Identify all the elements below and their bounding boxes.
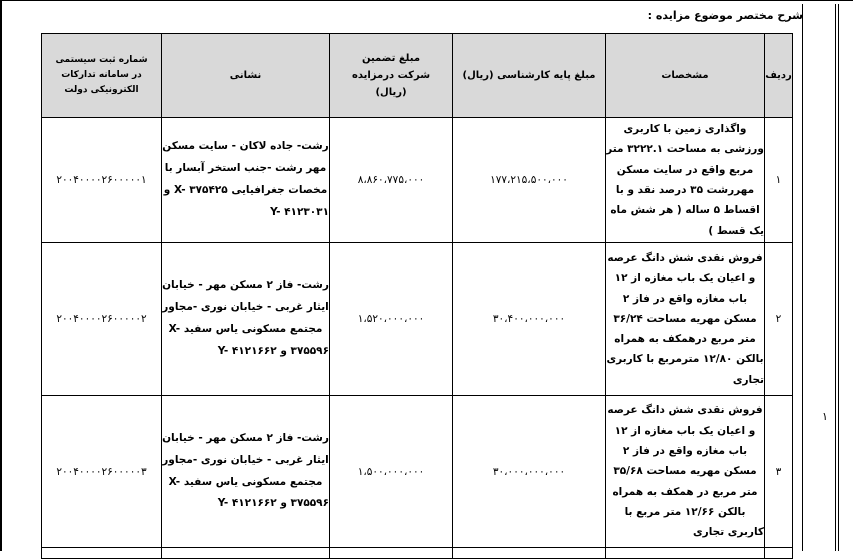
group-number: ۱: [822, 410, 828, 423]
col-header-address: نشانی: [162, 34, 330, 118]
specs-cell: واگذاری زمین با کاربری ورزشی به مساحت ۳۲۲۲.۱ متر مربع واقع در سایت مسکن مهررشت ۳۵ درصد نقد و با اقساط ۵ ساله ( هر شش ماه یک قسط ): [606, 118, 765, 243]
auction-table: [41, 33, 793, 559]
specs-cell: فروش نقدی شش دانگ عرصه و اعیان یک باب مغازه از ۱۲ باب مغازه واقع در فاز ۲ مسکن مهریه مساحت ۳۵/۶۸ متر مربع در همکف به همراه بالکن ۱۲/۶۶ متر مربع با کاربری تجاری: [606, 396, 765, 548]
col-header-guarantee: مبلغ تضمین شرکت درمزایده (ریال): [330, 34, 453, 118]
table-row: [42, 396, 793, 548]
table-row: [42, 243, 793, 396]
specs-cell: فروش نقدی شش دانگ عرصه و اعیان یک باب مغازه از ۱۲ باب مغازه واقع در فاز ۲ مسکن مهریه مساحت ۳۶/۲۴ متر مربع درهمکف به همراه بالکن ۱۲/۸۰ مترمربع با کاربری تجاری: [606, 243, 765, 396]
row-number-cell: ۳: [765, 396, 793, 548]
base-price-cell: ۳۰،۰۰۰،۰۰۰،۰۰۰: [453, 396, 606, 548]
outer-index-column: [802, 4, 836, 551]
outer-margin-column: [838, 4, 853, 551]
guarantee-cell: ۱،۵۲۰،۰۰۰،۰۰۰: [330, 243, 453, 396]
col-header-system-id: شماره ثبت سیستمی در سامانه تدارکات الکترونیکی دولت: [42, 34, 162, 118]
guarantee-cell: ۱،۵۰۰،۰۰۰،۰۰۰: [330, 396, 453, 548]
base-price-cell: ۱۷۷،۲۱۵،۵۰۰،۰۰۰: [453, 118, 606, 243]
section-heading: شرح مختصر موضوع مزایده :: [647, 9, 803, 22]
row-number-cell: ۲: [765, 243, 793, 396]
system-id-cell: ۲۰۰۴۰۰۰۰۲۶۰۰۰۰۰۱: [42, 118, 162, 243]
col-header-row: ردیف: [765, 34, 793, 118]
system-id-cell: ۲۰۰۴۰۰۰۰۲۶۰۰۰۰۰۳: [42, 396, 162, 548]
col-header-specs: مشخصات: [606, 34, 765, 118]
table-header-row: [42, 34, 793, 118]
base-price-cell: ۳۰،۴۰۰،۰۰۰،۰۰۰: [453, 243, 606, 396]
address-cell: رشت- فاز ۲ مسکن مهر - خیابان ایثار غربی - خیابان نوری -مجاور مجتمع مسکونی یاس سفید X- ۳۷۵۵۹۶ و Y- ۴۱۲۱۶۶۲: [162, 243, 330, 396]
guarantee-cell: ۸،۸۶۰،۷۷۵،۰۰۰: [330, 118, 453, 243]
address-cell: رشت- جاده لاکان - سایت مسکن مهر رشت -جنب استخر آبسار با مخصات جغرافیایی X- ۳۷۵۴۲۵ و Y- ۴۱۲۳۰۳۱: [162, 118, 330, 243]
row-number-cell: ۱: [765, 118, 793, 243]
address-cell: رشت- فاز ۲ مسکن مهر - خیابان ایثار غربی - خیابان نوری -مجاور مجتمع مسکونی یاس سفید X- ۳۷۵۵۹۶ و Y- ۴۱۲۱۶۶۲: [162, 396, 330, 548]
system-id-cell: ۲۰۰۴۰۰۰۰۲۶۰۰۰۰۰۲: [42, 243, 162, 396]
table-row-cut-off: [42, 548, 793, 559]
col-header-base-price: مبلغ پایه کارشناسی (ریال): [453, 34, 606, 118]
table-row: [42, 118, 793, 243]
